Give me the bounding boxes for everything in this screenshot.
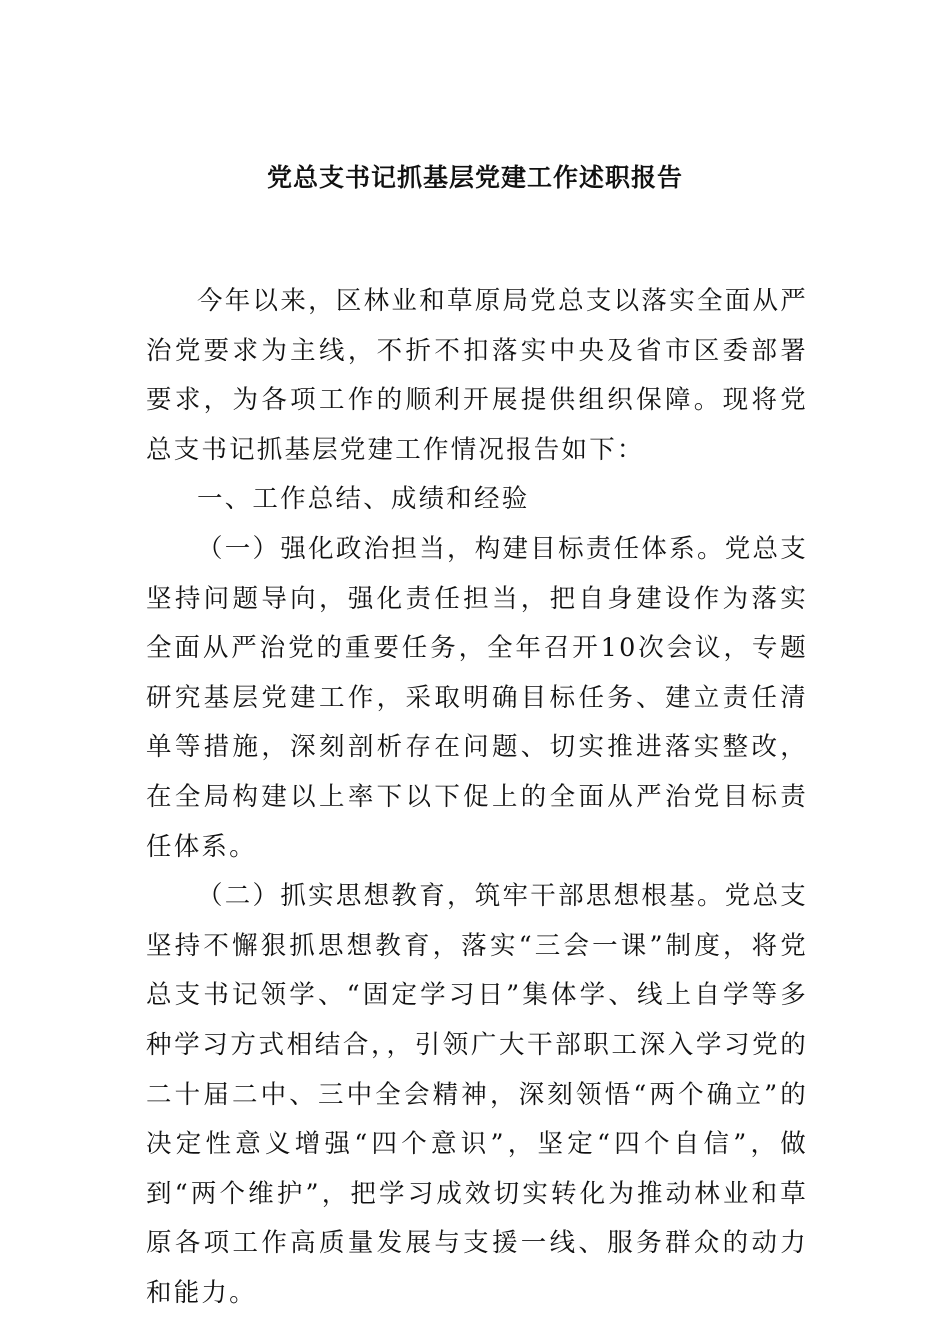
intro-paragraph: 今年以来，区林业和草原局党总支以落实全面从严治党要求为主线，不折不扣落实中央及省市区委部署要求，为各项工作的顺利开展提供组织保障。现将党总支书记抓基层党建工作情况报告如下： xyxy=(146,286,808,465)
section-2-paragraph: （二）抓实思想教育，筑牢干部思想根基。党总支坚持不懈狠抓思想教育，落实“三会一课”制度，将党总支书记领学、“固定学习日”集体学、线上自学等多种学习方式相结合，，引领广大干部职工深入学习党的二十届二中、三中全会精神，深刻领悟“两个确立”的决定性意义增强“四个意识”，坚定“四个自信”，做到“两个维护”，把学习成效切实转化为推动林业和草原各项工作高质量发展与支援一线、服务群众的动力和能力。 xyxy=(146,881,808,1308)
section-heading: 一、工作总结、成绩和经验 xyxy=(197,484,530,515)
document-body xyxy=(146,277,808,1318)
document-title: 党总支书记抓基层党建工作述职报告 xyxy=(266,163,683,192)
section-1-paragraph: （一）强化政治担当，构建目标责任体系。党总支坚持问题导向，强化责任担当，把自身建设作为落实全面从严治党的重要任务，全年召开10次会议，专题研究基层党建工作，采取明确目标任务、建立责任清单等措施，深刻剖析存在问题、切实推进落实整改，在全局构建以上率下以下促上的全面从严治党目标责任体系。 xyxy=(146,533,808,862)
